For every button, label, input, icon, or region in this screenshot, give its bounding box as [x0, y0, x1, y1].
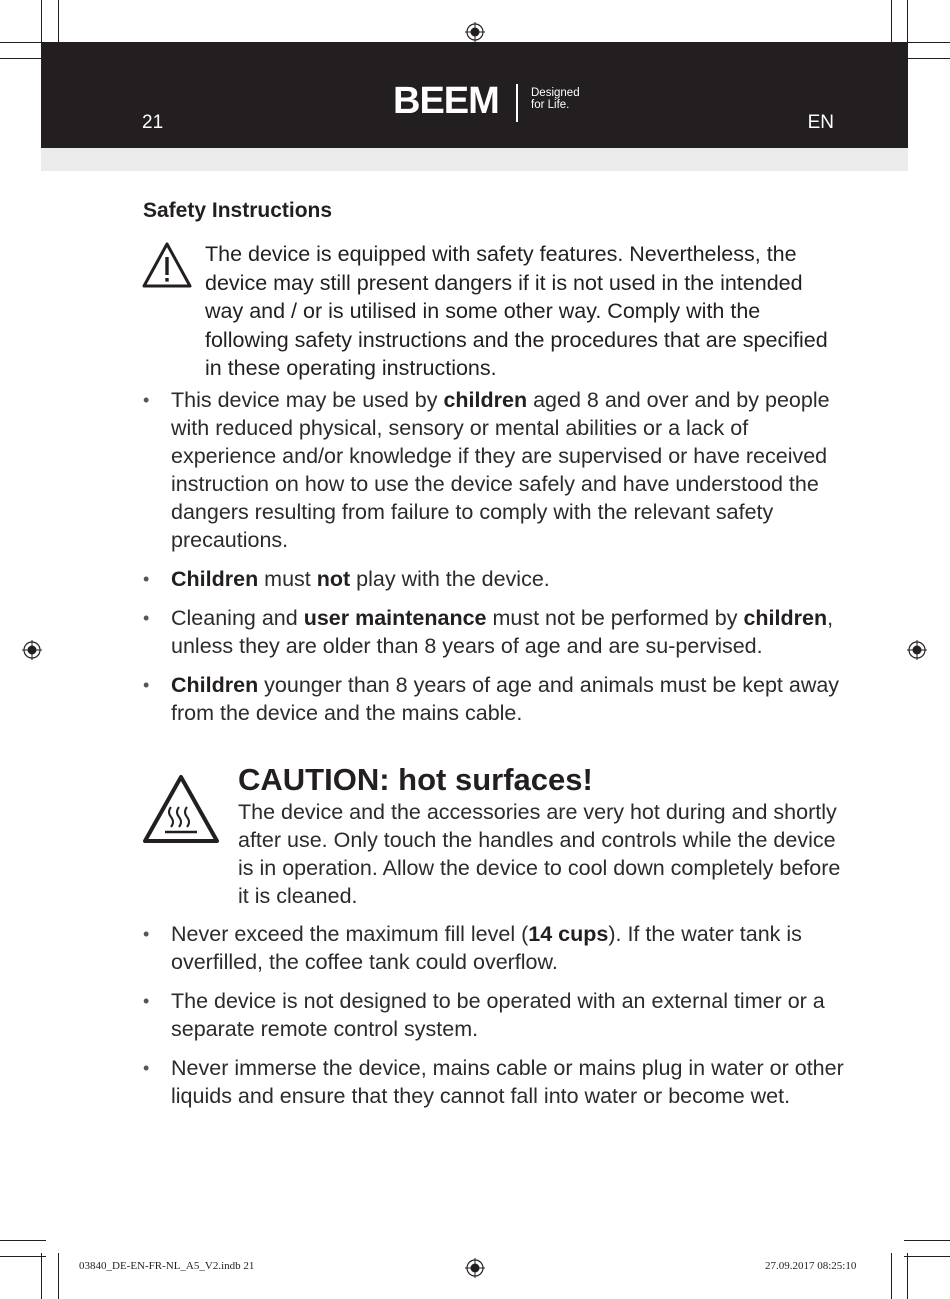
crop-mark: [904, 58, 950, 59]
crop-mark: [41, 0, 42, 46]
crop-mark: [0, 58, 46, 59]
list-item: • Never exceed the maximum fill level (14 cups). If the water tank is overfilled, the coffee tank could overflow.: [143, 920, 848, 976]
crop-mark: [904, 42, 950, 43]
hot-surface-warning-icon: [141, 773, 221, 845]
registration-mark-icon: [465, 22, 485, 42]
intro-warning-text: The device is equipped with safety features. Nevertheless, the device may still present dangers if it is not used in the intended way and / or is utilised in some other way. Comply with the following safety instructions and the procedures that are specified in these operating instructions.: [205, 242, 828, 380]
crop-mark: [891, 0, 892, 46]
list-item: • Children younger than 8 years of age and animals must be kept away from the device and the mains cable.: [143, 671, 848, 727]
crop-mark: [904, 1256, 950, 1257]
brand-tagline: [531, 87, 580, 111]
crop-mark: [0, 1256, 46, 1257]
crop-mark: [907, 0, 908, 46]
page-header: [41, 42, 908, 148]
crop-mark: [0, 42, 46, 43]
caution-text: The device and the accessories are very hot during and shortly after use. Only touch the handles and controls while the device is in operation. Allow the device to cool down completely before it is cleaned.: [238, 800, 841, 908]
crop-mark: [58, 1253, 59, 1299]
caution-title: CAUTION: hot surfaces!: [238, 762, 593, 797]
safety-list-1: [143, 386, 848, 738]
tagline-line: Designed: [531, 87, 580, 99]
tagline-line: for Life.: [531, 99, 570, 111]
registration-mark-icon: [465, 1258, 485, 1278]
crop-mark: [58, 0, 59, 46]
header-strip: [41, 148, 908, 171]
safety-list-2: [143, 920, 848, 1121]
footer-file-name: 03840_DE-EN-FR-NL_A5_V2.indb 21: [79, 1260, 255, 1272]
warning-triangle-icon: [141, 241, 193, 289]
logo-divider: [516, 84, 518, 122]
registration-mark-icon: [907, 640, 927, 660]
brand-logo: BEEM: [393, 80, 499, 122]
list-item: • Never immerse the device, mains cable or mains plug in water or other liquids and ensure that they cannot fall into water or become wet.: [143, 1054, 848, 1110]
list-item: • Cleaning and user maintenance must not be performed by children, unless they are older than 8 years of age and are su-pervised.: [143, 604, 848, 660]
list-item: • This device may be used by children aged 8 and over and by people with reduced physical, sensory or mental abilities or a lack of experience and/or knowledge if they are supervised or have received instruction on how to use the device safely and have understood the dangers resulting from failure to comply with the relevant safety precautions.: [143, 386, 848, 554]
footer-datetime: 27.09.2017 08:25:10: [765, 1260, 857, 1272]
crop-mark: [0, 1240, 46, 1241]
crop-mark: [904, 1240, 950, 1241]
crop-mark: [891, 1253, 892, 1299]
language-code: EN: [807, 112, 834, 133]
crop-mark: [41, 1253, 42, 1299]
page-number: 21: [142, 112, 164, 133]
section-title: Safety Instructions: [143, 199, 333, 222]
list-item: • The device is not designed to be operated with an external timer or a separate remote control system.: [143, 987, 848, 1043]
list-item: • Children must not play with the device.: [143, 565, 848, 593]
registration-mark-icon: [22, 640, 42, 660]
crop-mark: [907, 1253, 908, 1299]
